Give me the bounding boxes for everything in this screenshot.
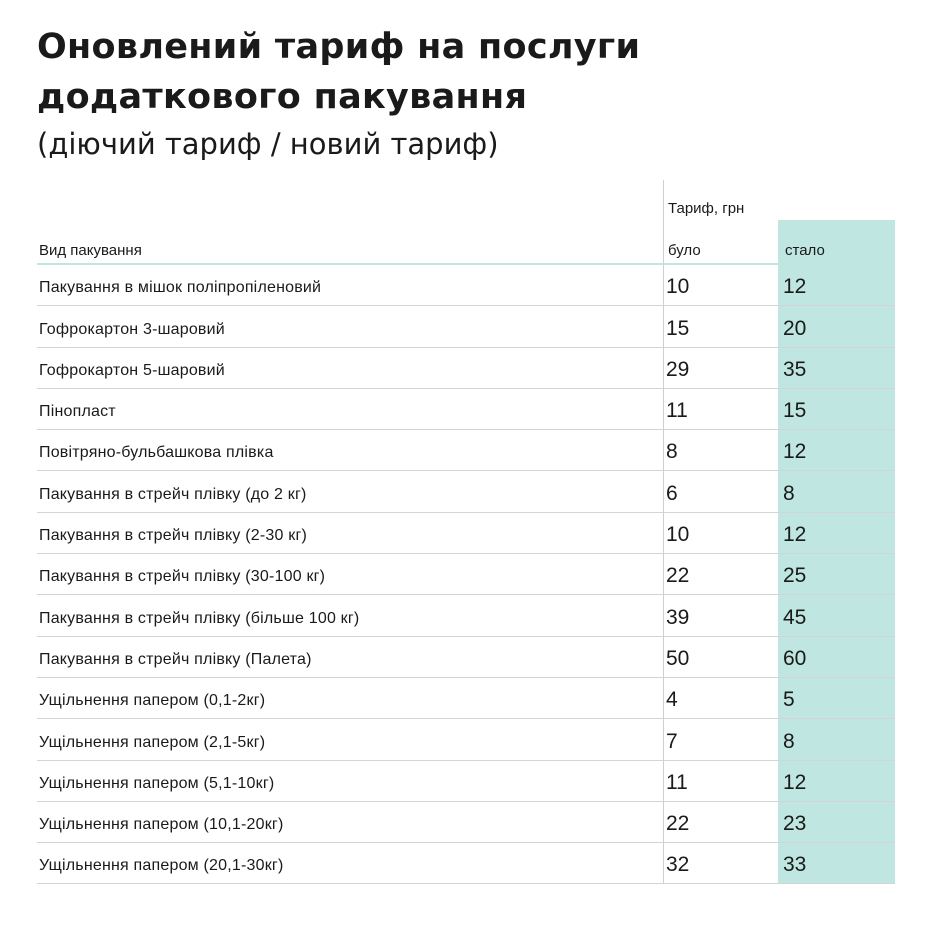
packaging-type-header: Вид пакування xyxy=(39,242,142,259)
new-price: 12 xyxy=(783,440,807,464)
table-row xyxy=(37,678,895,719)
new-price: 60 xyxy=(783,646,807,670)
packaging-name: Ущільнення папером (10,1-20кг) xyxy=(39,816,284,834)
old-price: 22 xyxy=(666,812,690,836)
packaging-name: Пакування в стрейч плівку (2-30 кг) xyxy=(39,527,308,545)
old-price: 7 xyxy=(666,729,678,753)
title-line-1: Оновлений тариф на послуги xyxy=(37,27,641,67)
packaging-name: Гофрокартон 5-шаровий xyxy=(39,361,225,379)
old-price: 11 xyxy=(666,770,688,794)
table-row xyxy=(37,761,895,802)
old-price: 11 xyxy=(666,399,688,423)
old-price: 4 xyxy=(666,688,678,712)
old-price: 6 xyxy=(666,481,678,505)
new-price: 12 xyxy=(783,523,807,547)
packaging-name: Пакування в стрейч плівку (до 2 кг) xyxy=(39,485,307,503)
packaging-name: Гофрокартон 3-шаровий xyxy=(39,320,225,338)
new-price: 23 xyxy=(783,812,807,836)
packaging-name: Ущільнення папером (5,1-10кг) xyxy=(39,774,275,792)
new-price: 8 xyxy=(783,481,795,505)
packaging-name: Ущільнення папером (0,1-2кг) xyxy=(39,692,266,710)
old-price: 50 xyxy=(666,646,690,670)
new-price: 45 xyxy=(783,605,807,629)
tariff-header: Тариф, грн xyxy=(668,200,745,217)
new-price: 15 xyxy=(783,399,807,423)
old-price: 10 xyxy=(666,275,690,299)
new-tariff-header: стало xyxy=(785,242,825,259)
old-price: 39 xyxy=(666,605,690,629)
table-row xyxy=(37,348,895,389)
packaging-name: Ущільнення папером (2,1-5кг) xyxy=(39,733,266,751)
new-price: 12 xyxy=(783,770,807,794)
packaging-name: Пакування в стрейч плівку (Палета) xyxy=(39,650,312,668)
tariff-table xyxy=(37,265,895,884)
table-row xyxy=(37,637,895,678)
old-price: 32 xyxy=(666,853,690,877)
old-price: 8 xyxy=(666,440,678,464)
packaging-name: Пакування в стрейч плівку (30-100 кг) xyxy=(39,568,326,586)
table-row xyxy=(37,843,895,884)
new-price: 5 xyxy=(783,688,795,712)
new-price: 33 xyxy=(783,853,807,877)
new-price: 20 xyxy=(783,316,807,340)
old-price: 29 xyxy=(666,357,690,381)
new-price: 8 xyxy=(783,729,795,753)
table-row xyxy=(37,595,895,636)
table-row xyxy=(37,389,895,430)
table-row xyxy=(37,802,895,843)
table-row xyxy=(37,719,895,760)
table-row xyxy=(37,265,895,306)
new-price: 12 xyxy=(783,275,807,299)
packaging-name: Пінопласт xyxy=(39,403,116,421)
new-price: 35 xyxy=(783,357,807,381)
packaging-name: Ущільнення папером (20,1-30кг) xyxy=(39,857,284,875)
table-row xyxy=(37,306,895,347)
packaging-name: Пакування в мішок поліпропіленовий xyxy=(39,279,322,297)
old-price: 10 xyxy=(666,523,690,547)
page-subtitle: (діючий тариф / новий тариф) xyxy=(37,127,499,161)
old-price: 22 xyxy=(666,564,690,588)
page-title xyxy=(37,22,640,122)
table-row xyxy=(37,471,895,512)
table-row xyxy=(37,554,895,595)
old-price: 15 xyxy=(666,316,690,340)
title-line-2: додаткового пакування xyxy=(37,77,528,117)
packaging-name: Пакування в стрейч плівку (більше 100 кг) xyxy=(39,609,360,627)
table-row xyxy=(37,430,895,471)
table-row xyxy=(37,513,895,554)
old-tariff-header: було xyxy=(668,242,701,259)
packaging-name: Повітряно-бульбашкова плівка xyxy=(39,444,274,462)
new-price: 25 xyxy=(783,564,807,588)
